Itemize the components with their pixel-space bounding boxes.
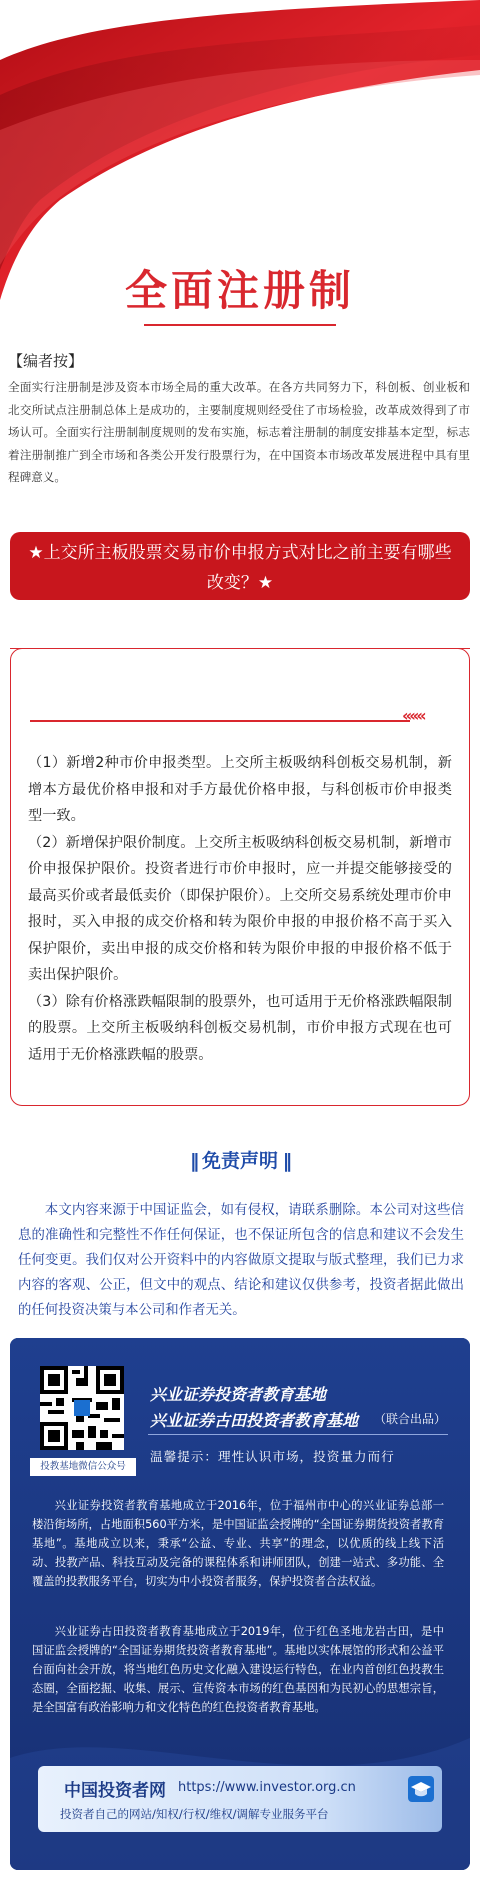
disclaimer-title-text: 免责声明 [201, 1150, 278, 1172]
answer-text [28, 750, 452, 1068]
editor-note-body: 全面实行注册制是涉及资本市场全局的重大改革。在各方共同努力下，科创板、创业板和北交所试点注册制总体上是成功的，主要制度规则经受住了市场检验，改革成效得到了市场认可。全面实行注册制制度规则的发布实施，标志着注册制的制度安排基本定型，标志着注册制推广到全市场和各类公开发行股票行为，在中国资本市场改革发展进程中具有里程碑意义。 [8, 380, 470, 484]
card-divider [30, 720, 410, 722]
joint-production-label: （联合出品） [374, 1412, 447, 1426]
answer-paragraph-2: （2）新增保护限价制度。上交所主板吸纳科创板交易机制，新增市价申报保护限价。投资者进行市价申报时，应一并提交能够接受的最高买价或者最低卖价（即保护限价）。上交所交易系统处理市价申报时，买入申报的成交价格和转为限价申报的申报价格不高于买入保护限价，卖出申报的成交价格和转为限价申报的申报价格不低于卖出保护限价。 [28, 834, 452, 983]
portal-name: 中国投资者网 [64, 1781, 166, 1801]
title-underline [144, 324, 336, 326]
base-name-2: 兴业证券古田投资者教育基地 [150, 1411, 359, 1430]
editor-note-label: 【编者按】 [8, 352, 84, 370]
question-banner: ★上交所主板股票交易市价申报方式对比之前主要有哪些改变？★ [10, 532, 470, 600]
qr-code-icon [40, 1366, 124, 1450]
chevron-arrows-icon: ‹‹‹‹‹‹ [402, 706, 424, 725]
portal-url-link[interactable]: https://www.investor.org.cn [178, 1780, 356, 1795]
disclaimer-body: 本文内容来源于中国证监会，如有侵权，请联系删除。本公司对这些信息的准确性和完整性不作任何保证，也不保证所包含的信息和建议不会发生任何变更。我们仅对公开资料中的内容做原文提取与版式整理，我们已力求内容的客观、公正，但文中的观点、结论和建议仅供参考，投资者据此做出的任何投资决策与本公司和作者无关。 [18, 1203, 464, 1318]
disclaimer-title [0, 1146, 480, 1173]
bars-icon: ‖ [189, 1150, 202, 1172]
graduation-cap-icon [406, 1774, 436, 1804]
base-name-1: 兴业证券投资者教育基地 [150, 1385, 327, 1404]
qr-caption: 投教基地微信公众号 [30, 1458, 136, 1476]
page-title: 全面注册制 [124, 266, 355, 315]
promo-paragraph-1: 兴业证券投资者教育基地成立于2016年，位于福州市中心的兴业证券总部一楼沿街场所，占地面积560平方米，是中国证监会授牌的“全国证券期货投资者教育基地”。基地成立以来，秉承“公益、专业、共享”的理念，以优质的线上线下活动、投教产品、科技互动及完备的课程体系和讲师团队，创建一站式、多功能、全覆盖的投教服务平台，切实为中小投资者服务，保护投资者合法权益。 [32, 1499, 444, 1588]
answer-paragraph-3: （3）除有价格涨跌幅限制的股票外，也可适用于无价格涨跌幅限制的股票。上交所主板吸纳科创板交易机制，市价申报方式现在也可适用于无价格涨跌幅的股票。 [28, 993, 452, 1063]
card-top-rule [10, 648, 470, 649]
tip-divider [148, 1434, 448, 1435]
bars-icon: ‖ [278, 1150, 291, 1172]
promo-paragraph-2: 兴业证券古田投资者教育基地成立于2019年，位于红色圣地龙岩古田，是中国证监会授牌的“全国证券期货投资者教育基地”。基地以实体展馆的形式和公益平台面向社会开放，将当地红色历史文化融入建设运行特色，在业内首创红色投教生态圈，全面挖掘、收集、展示、宣传资本市场的红色基因和为民初心的思想宗旨，是全国富有政治影响力和文化特色的红色投资者教育基地。 [32, 1625, 444, 1714]
portal-slogan: 投资者自己的网站/知权/行权/维权/调解专业服务平台 [60, 1807, 329, 1821]
answer-paragraph-1: （1）新增2种市价申报类型。上交所主板吸纳科创板交易机制，新增本方最优价格申报和对手方最优价格申报，与科创板市价申报类型一致。 [28, 755, 452, 824]
warm-tip: 温馨提示：理性认识市场，投资量力而行 [150, 1449, 395, 1464]
